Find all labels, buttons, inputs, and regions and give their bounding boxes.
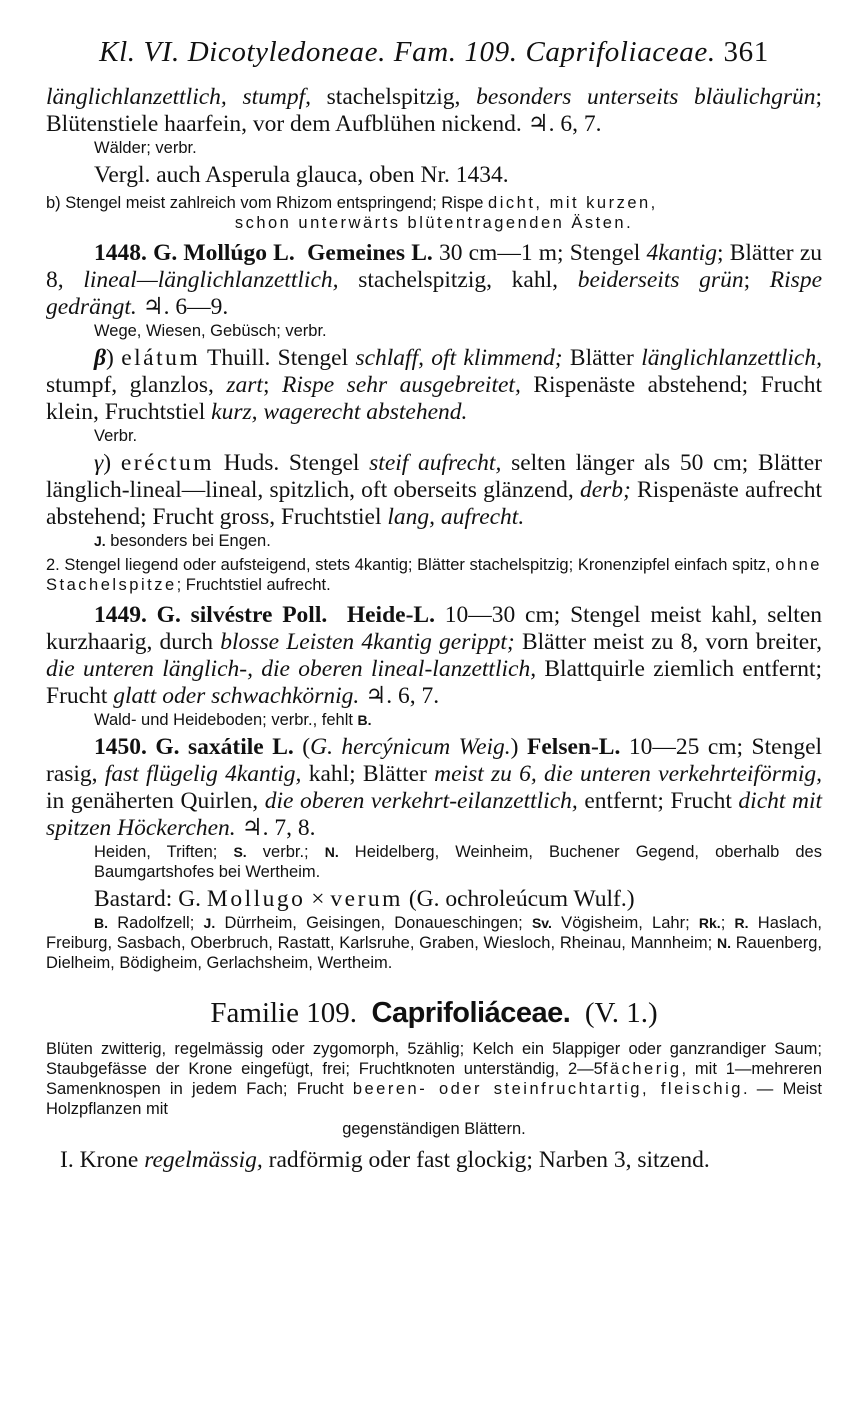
locality-line: Wälder; verbr. [94,139,197,157]
region-abbrev: J. [94,533,106,549]
species-number: 1449. G. silvéstre Poll. [94,602,328,628]
species-1450: 1450. G. saxátile L. (G. hercýnicum Weig.) Felsen-L. 10—25 cm; Stengel rasig, fast flügelig 4kantig, kahl; Blätter meist zu 6, die unteren verkehrteiförmig, in genäherten Quirlen, die oberen verkehrt-eilanzettlich, entfernt; Frucht dicht mit spitzen Höckerchen. ♃. 7, 8. [46,734,823,841]
locality-line: Heiden, Triften; S. verbr.; N. Heidelberg, Weinheim, Buchener Gegend, oberhalb des Baumgartshofes bei Wertheim. [94,843,822,881]
locality-line: Verbr. [94,427,138,445]
family-heading: Familie 109. Caprifoliáceae. (V. 1.) [210,997,658,1029]
family-name: Caprifoliáceae. [371,997,571,1029]
locality-line: J. besonders bei Engen. [94,532,271,550]
synonym: G. hercýnicum Weig. [310,734,511,760]
common-name: Felsen-L. [527,734,621,760]
variety-gamma: γ) eréctum Huds. Stengel steif aufrecht, selten länger als 50 cm; Blätter länglich-lineal—lineal, spitzlich, oft oberseits glänzend, derb; Rispenäste aufrecht abstehend; Frucht gross, Fruchtstiel lang, aufrecht. [46,450,822,530]
locality-line: Wege, Wiesen, Gebüsch; verbr. [94,322,327,340]
page-number: 361 [723,36,769,68]
species-number: 1450. G. saxátile L. [94,734,294,760]
family-description: Blüten zwitterig, regelmässig oder zygomorph, 5zählig; Kelch ein 5lappiger oder ganzrandiger Saum; Staubgefässe der Krone eingefügt, frei; Fruchtknoten unterständig, 2—5fächerig, mit 1—mehreren Samenknospen in jedem Fach; Frucht beeren- oder steinfruchtartig, fleischig. — Meist Holzpflanzen mit gegenständigen Blättern. [46,1040,822,1138]
locality-line: B. Radolfzell; J. Dürrheim, Geisingen, Donaueschingen; Sv. Vögisheim, Lahr; Rk.; R. Haslach, Freiburg, Sasbach, Oberbruch, Rastatt, Karlsruhe, Graben, Wiesloch, Rheinau, Mannheim; N. Rauenberg, Dielheim, Bödigheim, Gerlachsheim, Wertheim. [46,914,822,972]
species-number: 1448. G. Mollúgo L. [94,240,295,266]
variety-name: eréctum [120,450,214,476]
header-title: Kl. VI. Dicotyledoneae. Fam. 109. Caprifoliaceae. [99,36,716,68]
hybrid-entry: Bastard: G. Mollugo × verum (G. ochroleúcum Wulf.) [94,886,635,912]
key-section-b: b) Stengel meist zahlreich vom Rhizom entspringend; Rispe dicht, mit kurzen, schon unterwärts blütentragenden Ästen. [46,194,658,232]
cross-reference: Vergl. auch Asperula glauca, oben Nr. 1434. [94,162,509,188]
species-1449: 1449. G. silvéstre Poll. Heide-L. 10—30 cm; Stengel meist kahl, selten kurzhaarig, durch blosse Leisten 4kantig gerippt; Blätter meist zu 8, vorn breiter, die unteren länglich-, die oberen lineal-lanzettlich, Blattquirle ziemlich entfernt; Frucht glatt oder schwachkörnig. ♃. 6, 7. [46,602,823,709]
variety-name: elátum [121,345,201,371]
key-section-2: 2. Stengel liegend oder aufsteigend, stets 4kantig; Blätter stachelspitzig; Kronenzipfel einfach spitz, ohne Stachelspitze; Fruchtstiel aufrecht. [46,556,822,594]
continued-description: länglichlanzettlich, stumpf, stachelspitzig, besonders unterseits bläulichgrün; Blütenstiele haarfein, vor dem Aufblühen nickend. ♃. 6, 7. [46,84,822,137]
region-abbrev: B. [357,712,372,728]
common-name: Gemeines L. [307,240,433,266]
key-entry-I: I. Krone regelmässig, radförmig oder fast glockig; Narben 3, sitzend. [60,1147,710,1173]
locality-line: Wald- und Heideboden; verbr., fehlt B. [94,711,372,729]
common-name: Heide-L. [346,602,435,628]
variety-beta: β) elátum Thuill. Stengel schlaff, oft klimmend; Blätter länglichlanzettlich, stumpf, glanzlos, zart; Rispe sehr ausgebreitet, Rispenäste abstehend; Frucht klein, Fruchtstiel kurz, wagerecht abstehend. [46,345,822,425]
running-header [46,30,822,74]
document-page [46,30,822,1174]
species-1448: 1448. G. Mollúgo L. Gemeines L. 30 cm—1 m; Stengel 4kantig; Blätter zu 8, lineal—länglichlanzettlich, stachelspitzig, kahl, beiderseits grün; Rispe gedrängt. ♃. 6—9. [46,240,823,320]
